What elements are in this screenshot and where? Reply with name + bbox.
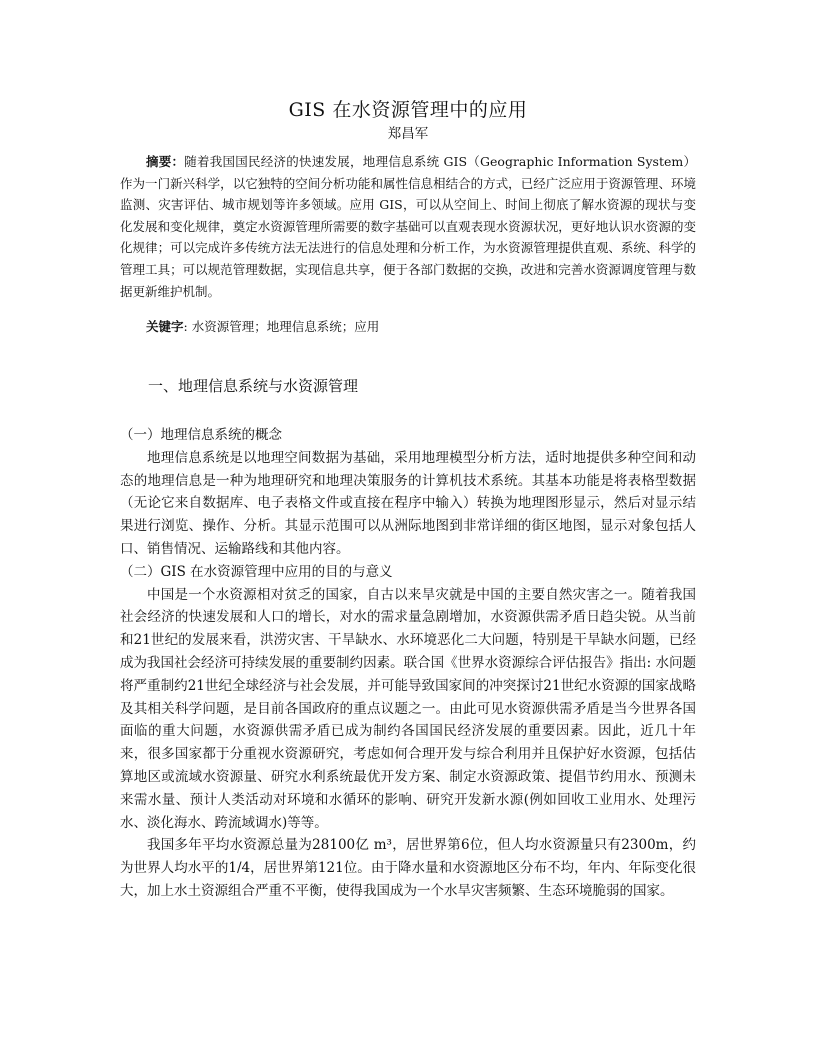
paragraph-gis-concept: 地理信息系统是以地理空间数据为基础，采用地理模型分析方法，适时地提供多种空间和动态的地理信息是一种为地理研究和地理决策服务的计算机技术系统。其基本功能是将表格型数据（无论它来自数据库、电子表格文件或直接在程序中输入）转换为地理图形显示，然后对显示结果进行浏览、操作、分析。其显示范围可以从洲际地图到非常详细的街区地图，显示对象包括人口、销售情况、运输路线和其他内容。 (120, 449, 696, 557)
abstract-text: 随着我国国民经济的快速发展，地理信息系统 GIS（Geographic Information System）作为一门新兴科学，以它独特的空间分析功能和属性信息相结合的方式，已经广泛应用于资源管理、环境监测、灾害评估、城市规划等许多领域。应用 GIS，可以从空间上、时间上彻底了解水资源的现状与变化发展和变化规律，奠定水资源管理所需要的数字基础可以直观表现水资源状况，更好地认识水资源的变化规律；可以完成许多传统方法无法进行的信息处理和分析工作，为水资源管理提供直观、系统、科学的管理工具；可以规范管理数据，实现信息共享，便于各部门数据的交换，改进和完善水资源调度管理与数据更新维护机制。 (120, 154, 696, 299)
paper-author: 郑昌军 (387, 126, 429, 142)
paper-title: GIS 在水资源管理中的应用 (288, 99, 528, 121)
paragraph-purpose-significance: 中国是一个水资源相对贫乏的国家，自古以来旱灾就是中国的主要自然灾害之一。随着我国社会经济的快速发展和人口的增长，对水的需求量急剧增加，水资源供需矛盾日趋尖锐。从当前和21世纪的发展来看，洪涝灾害、干旱缺水、水环境恶化二大问题，特别是干旱缺水问题，已经成为我国社会经济可持续发展的重要制约因素。联合国《世界水资源综合评估报告》指出: 水问题将严重制约21世纪全球经济与社会发展，并可能导致国家间的冲突探讨21世纪水资源的国家战略及其相关科学问题，是目前各国政府的重点议题之一。由此可见水资源供需矛盾是当今世界各国面临的重大问题，水资源供需矛盾已成为制约各国国民经济发展的重要因素。因此，近几十年来，很多国家都于分重视水资源研究，考虑如何合理开发与综合利用并且保护好水资源，包括估算地区或流域水资源量、研究水利系统最优开发方案、制定水资源政策、提倡节约用水、预测未来需水量、预计人类活动对环境和水循环的影响、研究开发新水源(例如回收工业用水、处理污水、淡化海水、跨流域调水)等等。 (120, 586, 696, 831)
keywords-label: 关键字 (146, 319, 184, 334)
section-heading-1: 一、地理信息系统与水资源管理 (148, 377, 359, 395)
paragraph-water-resources: 我国多年平均水资源总量为28100亿 m³，居世界第6位，但人均水资源量只有2300m，约为世界人均水平的1/4，居世界第121位。由于降水量和水资源地区分布不均，年内、年际变化很大，加上水土资源组合严重不平衡，使得我国成为一个水旱灾害频繁、生态环境脆弱的国家。 (120, 837, 696, 899)
subsection-heading-2: （二）GIS 在水资源管理中应用的目的与意义 (120, 563, 393, 580)
subsection-heading-1: （一）地理信息系统的概念 (120, 427, 282, 443)
keywords (120, 316, 696, 337)
section-body (120, 424, 696, 903)
abstract-label: 摘要： (146, 154, 185, 169)
keywords-text: : 水资源管理；地理信息系统；应用 (183, 319, 380, 334)
abstract (120, 151, 696, 302)
